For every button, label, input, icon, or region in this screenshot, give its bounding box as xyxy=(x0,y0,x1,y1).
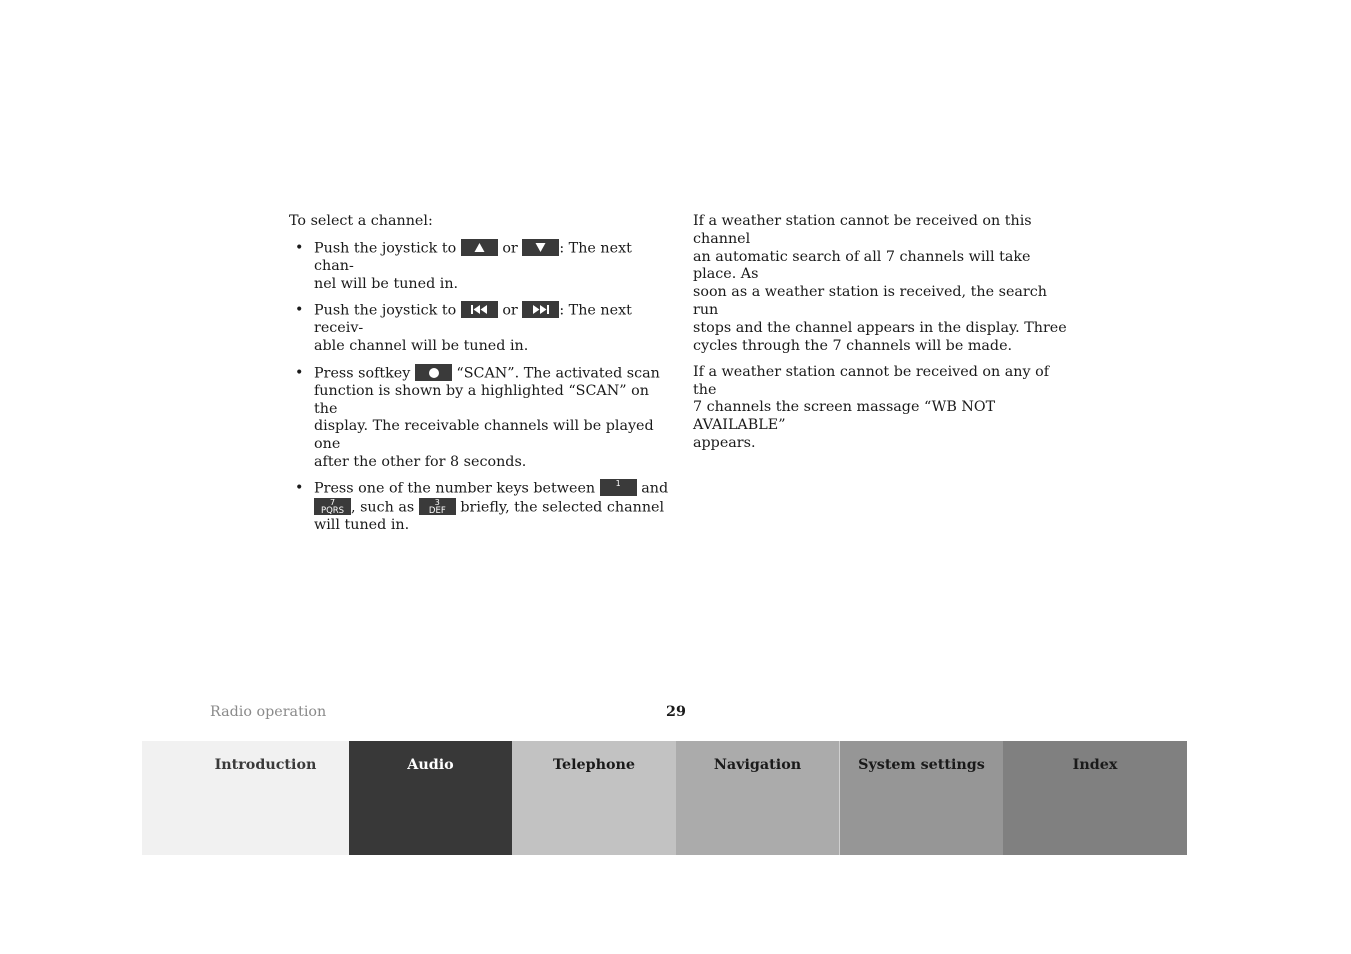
circle-softkey-icon xyxy=(415,364,452,381)
bullet: • xyxy=(295,480,304,497)
down-arrow-icon xyxy=(522,239,559,256)
left-column xyxy=(289,213,669,543)
number-key-1: 1 xyxy=(600,479,637,496)
number-key-7: 7 PQRS xyxy=(314,498,351,515)
joystick-down-key xyxy=(522,239,559,256)
section-label: Radio operation xyxy=(210,704,327,720)
up-arrow-icon xyxy=(461,239,498,256)
skip-back-icon xyxy=(461,301,498,318)
tab-system-settings[interactable]: System settings xyxy=(839,741,1003,855)
list-item: • Press softkey “SCAN”. The activated scan function is shown by a highlighted “SCAN” on the display. The receivable channels will be played one after the other for 8 seconds. xyxy=(295,364,660,471)
tab-audio[interactable]: Audio xyxy=(349,741,512,855)
page-number: 29 xyxy=(666,704,686,720)
scan-softkey xyxy=(415,364,452,381)
intro-text: To select a channel: xyxy=(289,213,433,229)
paragraph: If a weather station cannot be received on any of the 7 channels the screen massage “WB NOT AVAILABLE” appears. xyxy=(693,363,1050,452)
paragraph: If a weather station cannot be received on this channel an automatic search of all 7 channels will take place. As soon as a weather station is received, the search run stops and the channel appears in the display. Three cycles through the 7 channels will be made. xyxy=(693,213,1067,354)
bullet: • xyxy=(295,302,304,319)
tab-navigation[interactable]: Navigation xyxy=(676,741,839,855)
joystick-left-key xyxy=(461,301,498,318)
bullet: • xyxy=(295,239,304,256)
list-item: • Push the joystick to or : The next chan- nel will be tuned in. xyxy=(295,239,632,292)
list-item: • Press one of the number keys between 1 and 7 PQRS , such as 3 DEF briefly, the selected channel will tuned in. xyxy=(295,479,669,533)
tab-index[interactable]: Index xyxy=(1003,741,1187,855)
tab-telephone[interactable]: Telephone xyxy=(512,741,676,855)
bullet: • xyxy=(295,364,304,381)
joystick-right-key xyxy=(522,301,559,318)
instruction-list xyxy=(289,240,669,535)
skip-forward-icon xyxy=(522,301,559,318)
number-key-3: 3 DEF xyxy=(419,498,456,515)
tab-introduction[interactable]: Introduction xyxy=(142,741,349,855)
joystick-up-key xyxy=(461,239,498,256)
right-column xyxy=(693,213,1068,461)
list-item: • Push the joystick to or : The next receiv- able channel will be tuned in. xyxy=(295,302,632,355)
